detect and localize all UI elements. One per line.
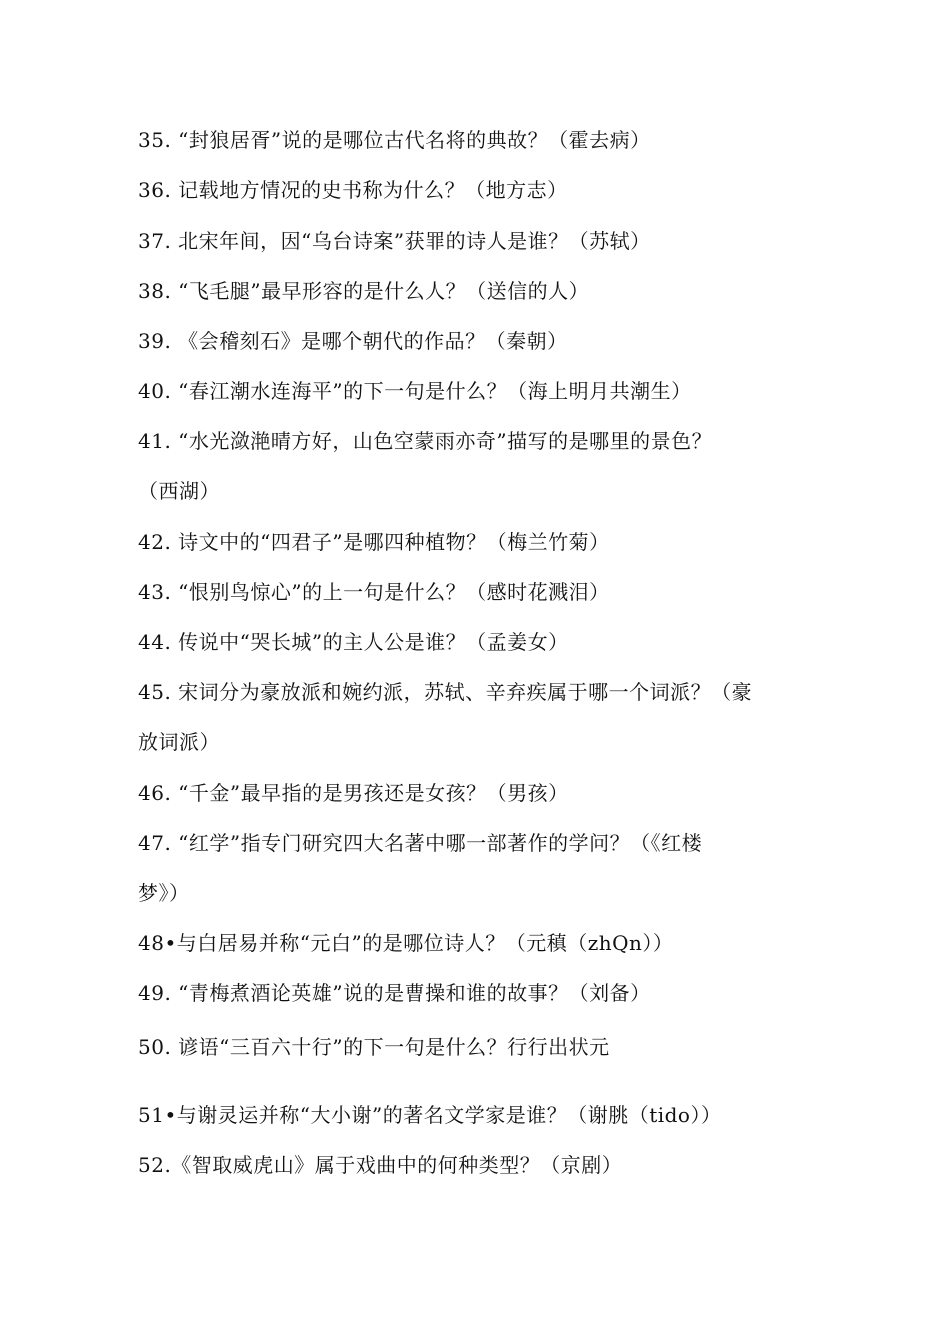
- question-50: 50. 谚语“三百六十行”的下一句是什么？行行出状元: [138, 1035, 610, 1059]
- question-46: 46. “千金”最早指的是男孩还是女孩？（男孩）: [138, 781, 569, 805]
- question-45: 45. 宋词分为豪放派和婉约派，苏轼、辛弃疾属于哪一个词派？（豪: [138, 680, 753, 704]
- question-51: 51•与谢灵运并称“大小谢”的著名文学家是谁？（谢朓（tido））: [138, 1103, 722, 1127]
- question-52: 52.《智取威虎山》属于戏曲中的何种类型？（京剧）: [138, 1153, 623, 1177]
- question-39: 39. 《会稽刻石》是哪个朝代的作品？（秦朝）: [138, 329, 568, 353]
- question-38: 38. “飞毛腿”最早形容的是什么人？（送信的人）: [138, 279, 590, 303]
- question-43: 43. “恨别鸟惊心”的上一句是什么？（感时花溅泪）: [138, 580, 610, 604]
- question-42: 42. 诗文中的“四君子”是哪四种植物？（梅兰竹菊）: [138, 530, 610, 554]
- question-36: 36. 记载地方情况的史书称为什么？（地方志）: [138, 178, 568, 202]
- question-44: 44. 传说中“哭长城”的主人公是谁？（孟姜女）: [138, 630, 569, 654]
- question-47-continued: 梦》）: [138, 881, 190, 905]
- question-40: 40. “春江潮水连海平”的下一句是什么？（海上明月共潮生）: [138, 379, 692, 403]
- question-35: 35. “封狼居胥”说的是哪位古代名将的典故？（霍去病）: [138, 128, 651, 152]
- question-45-continued: 放词派）: [138, 730, 220, 754]
- question-48: 48•与白居易并称“元白”的是哪位诗人？（元稹（zhQn））: [138, 931, 674, 955]
- question-37: 37. 北宋年间，因“乌台诗案”获罪的诗人是谁？（苏轼）: [138, 229, 651, 253]
- question-49: 49. “青梅煮酒论英雄”说的是曹操和谁的故事？（刘备）: [138, 981, 651, 1005]
- question-41-continued: （西湖）: [138, 479, 220, 503]
- question-41: 41. “水光潋滟晴方好，山色空蒙雨亦奇”描写的是哪里的景色？: [138, 429, 713, 453]
- question-47: 47. “红学”指专门研究四大名著中哪一部著作的学问？（《红楼: [138, 831, 703, 855]
